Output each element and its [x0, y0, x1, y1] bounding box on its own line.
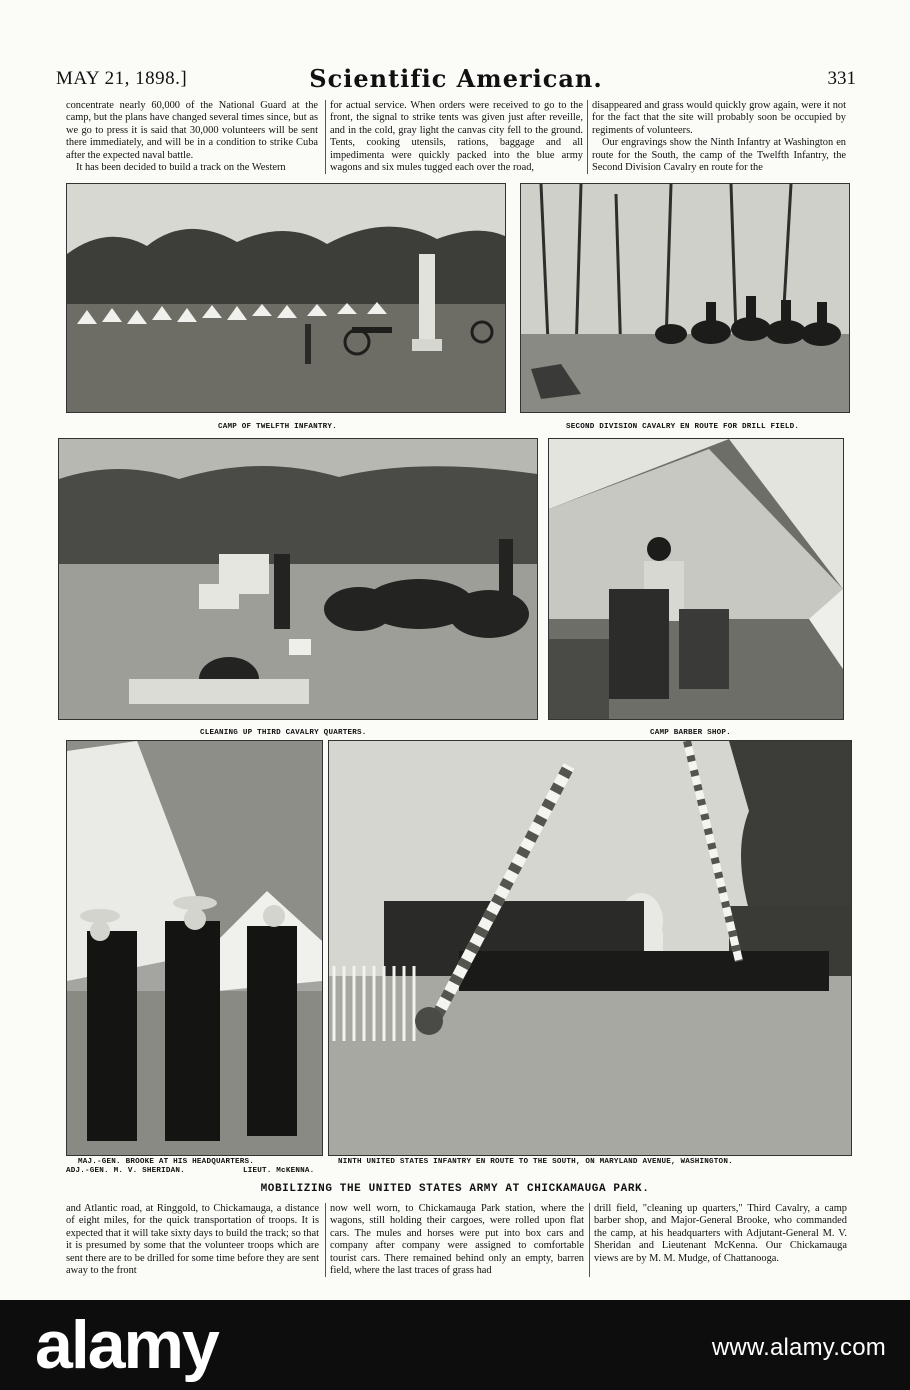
caption-ninth-infantry: NINTH UNITED STATES INFANTRY EN ROUTE TO THE SOUTH, ON MARYLAND AVENUE, WASHINGTON. — [338, 1158, 733, 1166]
camp-twelfth-infantry-photo — [66, 183, 506, 413]
column-rule — [325, 1203, 326, 1277]
column-rule — [325, 100, 326, 174]
column-rule — [587, 100, 588, 174]
maj-gen-brooke-photo — [66, 740, 323, 1156]
top-column-1 — [66, 100, 318, 174]
paragraph: and Atlantic road, at Ringgold, to Chickamauga, a distance of eight miles, for the quick transportation of troops. It is expected that it will take sixty days to build the track; so that it is presumed by some that the volunteer troops which are sent there are to be drilled for some time before they are sent away to the front — [66, 1203, 319, 1277]
top-column-3 — [592, 100, 846, 174]
paragraph: It has been decided to build a track on the Western — [76, 162, 286, 174]
column-rule — [589, 1203, 590, 1277]
caption-second-division-cavalry: SECOND DIVISION CAVALRY EN ROUTE FOR DRILL FIELD. — [566, 423, 800, 431]
banner-url: www.alamy.com — [711, 1334, 886, 1361]
caption-cleaning-third-cavalry: CLEANING UP THIRD CAVALRY QUARTERS. — [200, 729, 367, 737]
second-division-cavalry-photo — [520, 183, 850, 413]
caption-camp-twelfth-infantry: CAMP OF TWELFTH INFANTRY. — [218, 423, 337, 431]
paragraph: Our engravings show the Ninth Infantry at Washington en route for the South, the camp of the Twelfth Infantry, the Second Division Cavalry en route for the — [592, 137, 846, 174]
paragraph: drill field, "cleaning up quarters," Third Cavalry, a camp barber shop, and Major-General Brooke, who commanded the camp, at his headquarters with Adjutant-General M. V. Sheridan and Lieutenant McKenna. Our Chickamauga views are by M. M. Mudge, of Chattanooga. — [594, 1203, 847, 1264]
top-column-2 — [330, 100, 583, 174]
page-header — [56, 66, 856, 94]
camp-barber-shop-photo — [548, 438, 844, 720]
issue-date: MAY 21, 1898.] — [56, 68, 188, 89]
paragraph: disappeared and grass would quickly grow again, were it not for the fact that the site will probably soon be occupied by regiments of volunteers. — [592, 100, 846, 136]
bottom-column-3 — [594, 1203, 847, 1265]
caption-brooke-sheridan: ADJ.-GEN. M. V. SHERIDAN. — [66, 1167, 185, 1175]
stock-watermark-banner — [0, 1300, 910, 1390]
main-caption: MOBILIZING THE UNITED STATES ARMY AT CHICKAMAUGA PARK. — [260, 1183, 650, 1195]
bottom-column-2 — [330, 1203, 584, 1277]
masthead-title: Scientific American. — [309, 64, 603, 93]
caption-camp-barber-shop: CAMP BARBER SHOP. — [650, 729, 731, 737]
page-number: 331 — [827, 68, 856, 89]
paragraph: now well worn, to Chickamauga Park station, where the wagons, still holding their cargoes, were rolled upon flat cars. The mules and horses were put into box cars and company after company were assigned to comfortable tourist cars. There remained behind only an empty, barren field, where the last traces of grass had — [330, 1203, 584, 1277]
caption-brooke-line-1: MAJ.-GEN. BROOKE AT HIS HEADQUARTERS. — [78, 1158, 255, 1166]
svg-text:alamy: alamy — [35, 1307, 218, 1383]
alamy-logo — [35, 1306, 365, 1386]
cleaning-third-cavalry-photo — [58, 438, 538, 720]
bottom-column-1 — [66, 1203, 319, 1277]
paragraph: for actual service. When orders were received to go to the front, the signal to strike tents was given just after reveille, and in the cold, gray light the canvas city fell to the ground. Tents, cooking utensils, rations, baggage and all impedimenta were quickly packed into the blue army wagons and six mules tugged each over the road, — [330, 100, 583, 174]
ninth-infantry-photo — [328, 740, 852, 1156]
paragraph: concentrate nearly 60,000 of the National Guard at the camp, but the plans have changed several times since, but as we go to press it is said that 30,000 volunteers will be sent there immediately, and will be in a condition to strike Cuba after the expected naval battle. — [66, 100, 318, 161]
caption-brooke-mckenna: LIEUT. McKENNA. — [243, 1167, 315, 1175]
